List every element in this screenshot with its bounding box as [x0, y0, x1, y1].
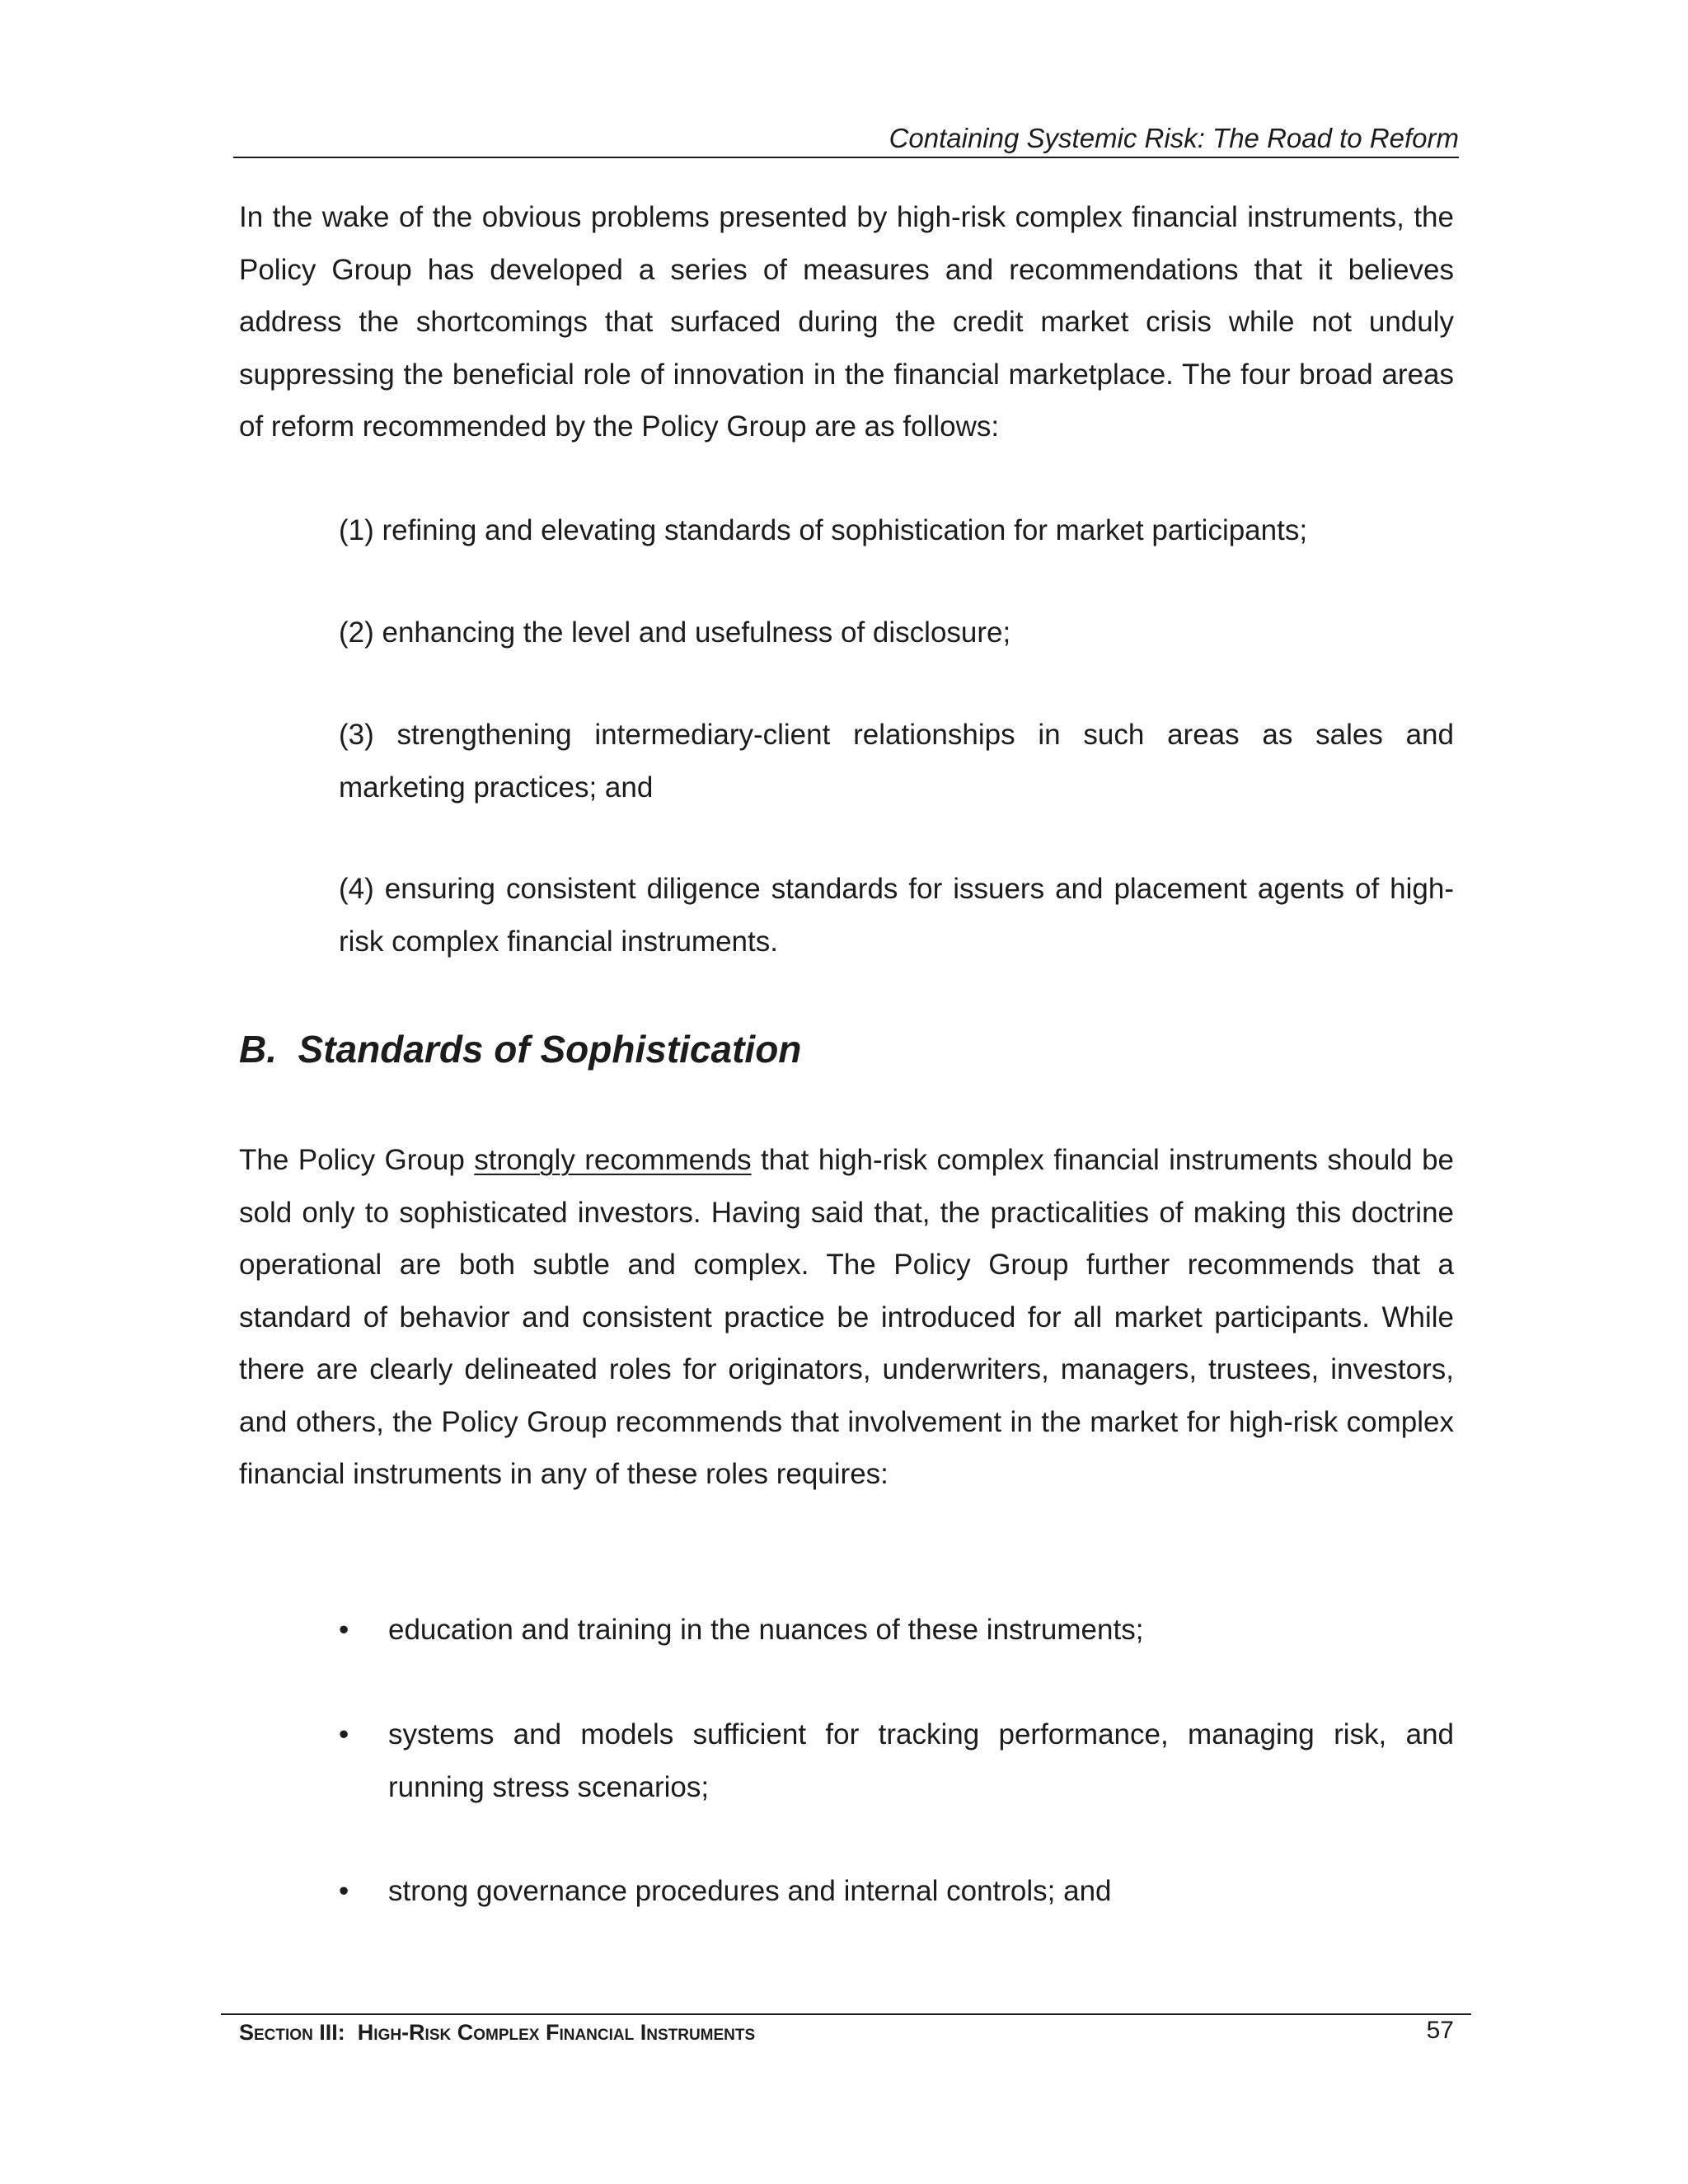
running-header: Containing Systemic Risk: The Road to Reform: [889, 123, 1459, 153]
emphasis-underlined-text: strongly recommends: [474, 1144, 752, 1176]
standards-paragraph: [239, 1134, 1454, 1501]
bullet-icon: •: [339, 1875, 349, 1907]
footer-rule: [221, 2013, 1471, 2015]
paragraph-body-text: that high-risk complex financial instruments should be sold only to sophisticated investors. Having said that, the practicalities of making this doctrine operational are both subtle and complex. The Policy Group further recommends that a standard of behavior and consistent practice be introduced for all market participants. While there are clearly delineated roles for originators, underwriters, managers, trustees, investors, and others, the Policy Group recommends that involvement in the market for high-risk complex financial instruments in any of these roles requires:: [239, 1144, 1454, 1490]
header-rule: [233, 157, 1459, 158]
page-number: 57: [1426, 2017, 1454, 2044]
footer-section-label: Section III: High-Risk Complex Financial Instruments: [239, 2020, 756, 2045]
requirement-text: education and training in the nuances of these instruments;: [388, 1614, 1144, 1646]
reform-area-2: (2) enhancing the level and usefulness of disclosure;: [339, 616, 1011, 649]
requirement-text: systems and models sufficient for tracking performance, managing risk, and running stress scenarios;: [388, 1718, 1454, 1803]
reform-area-4: (4) ensuring consistent diligence standards for issuers and placement agents of high-risk complex financial instruments.: [339, 873, 1454, 958]
bullet-icon: •: [339, 1614, 349, 1646]
reform-area-3: (3) strengthening intermediary-client relationships in such areas as sales and marketing practices; and: [339, 719, 1454, 804]
paragraph-lead-text: The Policy Group: [239, 1144, 475, 1176]
reform-area-1: (1) refining and elevating standards of sophistication for market participants;: [339, 514, 1308, 546]
intro-paragraph: In the wake of the obvious problems presented by high-risk complex financial instruments, the Policy Group has developed a series of measures and recommendations that it believes address the shortcomings that surfaced during the credit market crisis while not unduly suppressing the beneficial role of innovation in the financial marketplace. The four broad areas of reform recommended by the Policy Group are as follows:: [239, 201, 1454, 443]
requirement-text: strong governance procedures and internal controls; and: [388, 1875, 1112, 1907]
section-heading: B. Standards of Sophistication: [239, 1028, 802, 1071]
bullet-icon: •: [339, 1718, 349, 1750]
